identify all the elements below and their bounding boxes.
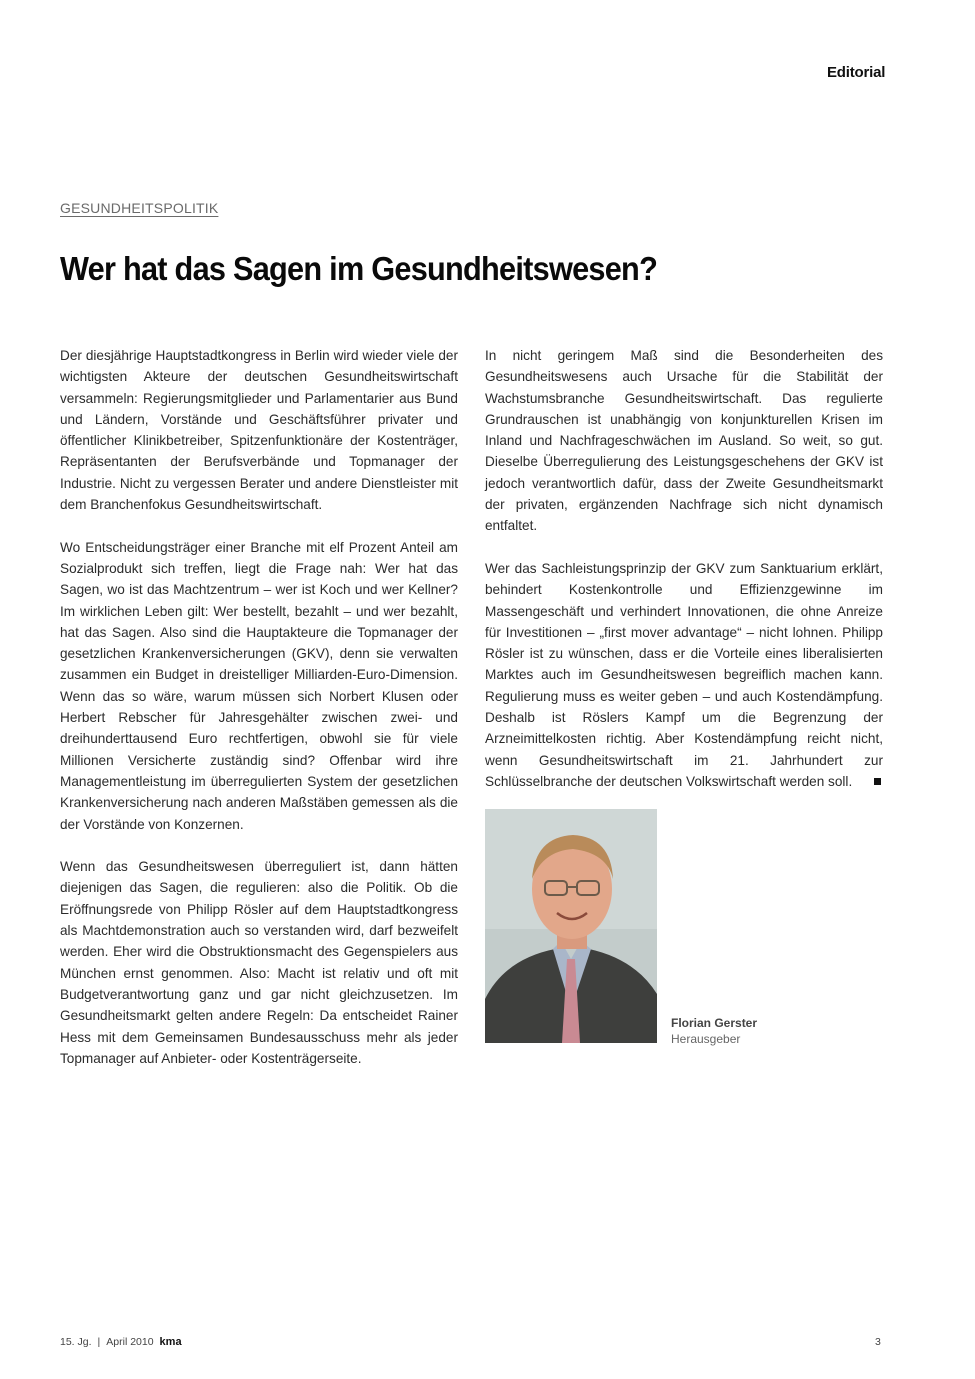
body-paragraph-text: Wer das Sachleistungsprinzip der GKV zum Sanktuarium erklärt, behindert Kostenkontrolle und Effizienzgewinne im Massengeschäft und verhindert Innovationen, die ohne Anreize für Investitionen – „first mover advantage“ – nicht lohnen. Philipp Rösler ist zu wünschen, dass er die Vorteile eines liberalisierten Marktes auch im Gesundheitswesen begreiflich machen kann. Regulierung muss es weiter geben – und auch Kostendämpfung. Deshalb ist Röslers Kampf um die Begrenzung der Arzneimittelkosten richtig. Aber Kostendämpfung reicht nicht, wenn Gesundheitswirtschaft im 21. Jahrhundert zur Schlüsselbranche der deutschen Volkswirtschaft werden soll. <box>485 560 883 789</box>
author-role: Herausgeber <box>671 1032 741 1046</box>
body-paragraph: Wo Entscheidungsträger einer Branche mit elf Prozent Anteil am Sozialprodukt sich treffen, liegt die Frage nah: Wer hat das Sagen, wo ist das Machtzentrum – wer ist Koch und wer Kellner? Im wirklichen Leben gilt: Wer bestellt, bezahlt – und wer bezahlt, hat das Sagen. Also sind die Hauptakteure die Topmanager der gesetzlichen Krankenversicherungen (GKV), denn sie verwalten zusammen ein Budget in dreistelliger Milliarden-Euro-Dimension. Wenn das so wäre, warum müssen sich Norbert Klusen oder Herbert Rebscher für Jahresgehälter zwischen zwei- und dreihunderttausend Euro rechtfertigen, obwohl sie für viele Millionen Versicherte zuständig sind? Offenbar wird ihre Managementleistung im überregulierten System der gesetzlichen Krankenversicherung nach anderen Maßstäben gemessen als die der Vorstände von Konzernen. <box>60 539 458 832</box>
article-column-left <box>60 345 458 1090</box>
body-paragraph: In nicht geringem Maß sind die Besonderheiten des Gesundheitswesens auch Ursache für die Stabilität der Wachstumsbranche Gesundheitswirtschaft. Das regulierte Grundrauschen ist unabhängig von konjunkturellen Krisen im Inland und Nachfrageschwächen im Ausland. So weit, so gut. Dieselbe Überregulierung des Leistungsgeschehens der GKV ist jedoch verantwortlich dafür, dass der Zweite Gesundheitsmarkt der privaten, ergänzenden Nachfrage sich nicht dynamisch entfaltet. <box>485 348 883 534</box>
article-column-right <box>485 345 883 814</box>
section-label: Editorial <box>827 64 886 81</box>
page-footer <box>60 1336 182 1348</box>
author-caption <box>671 1015 757 1047</box>
body-paragraph: Der diesjährige Hauptstadtkongress in Berlin wird wieder viele der wichtigsten Akteure der deutschen Gesundheitswirtschaft versammeln: Regierungsmitglieder und Parlamentarier aus Bund und Ländern, Vorstände und Geschäftsführer privater und öffentlicher Klinikbetreiber, Spitzenfunktionäre der Kostenträger, Repräsentanten der Berufsverbände und Topmanager der Industrie. Nicht zu vergessen Berater und andere Dienstleister mit dem Branchenfokus Gesundheitswirtschaft. <box>60 348 458 513</box>
page-number: 3 <box>875 1336 881 1348</box>
footer-separator: | <box>97 1336 101 1348</box>
body-paragraph-last <box>485 558 883 792</box>
author-name: Florian Gerster <box>671 1016 758 1030</box>
footer-issue: 15. Jg. <box>60 1336 92 1348</box>
article-title: Wer hat das Sagen im Gesundheitswesen? <box>60 250 658 287</box>
end-of-article-mark <box>874 778 881 785</box>
article-kicker[interactable]: GESUNDHEITSPOLITIK <box>60 200 219 216</box>
footer-date: April 2010 <box>106 1336 154 1348</box>
body-paragraph: Wenn das Gesundheitswesen überreguliert ist, dann hätten diejenigen das Sagen, die regulieren: also die Politik. Ob die Eröffnungsrede von Philipp Rösler auf dem Hauptstadtkongress als Machtdemonstration auch so verstanden wird, darf bezweifelt werden. Eher wird die Obstruktionsmacht des Gegenspielers aus München ernst genommen. Also: Macht ist relativ und oft mit Budgetverantwortung ganz und gar nicht gleichzusetzen. Im Gesundheitsmarkt gelten andere Regeln: Da entscheidet Rainer Hess mit dem Gemeinsamen Bundesausschuss mehr als jeder Topmanager auf Anbieter- oder Kostenträgerseite. <box>60 859 458 1066</box>
footer-brand-logo: kma <box>159 1336 182 1348</box>
author-portrait <box>485 809 657 1043</box>
